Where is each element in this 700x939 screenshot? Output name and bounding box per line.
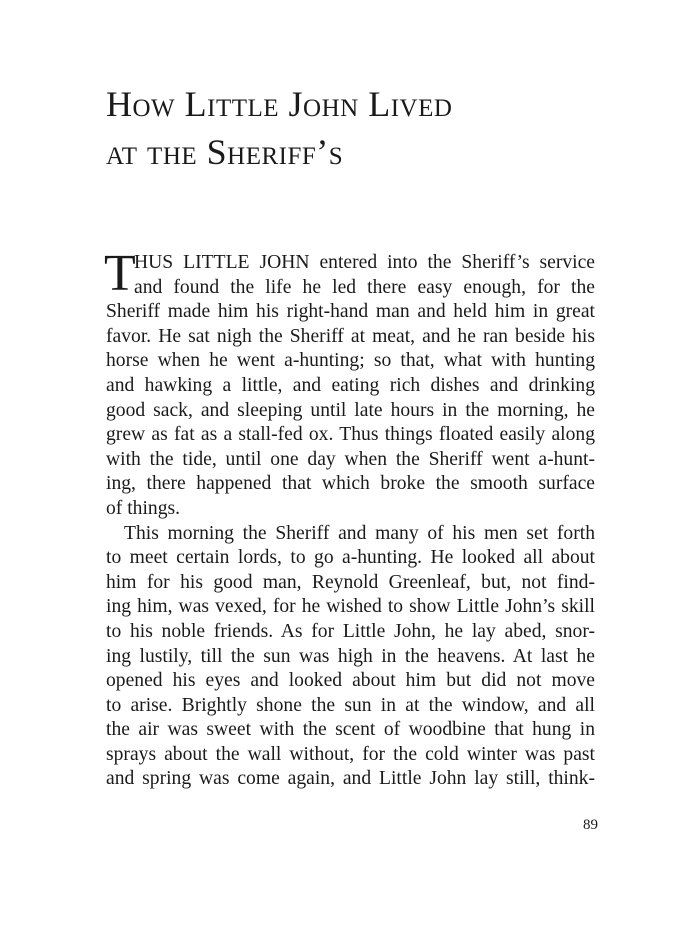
- paragraph-line: This morning the Sheriff and many of his men set forth: [124, 522, 595, 544]
- paragraph-line: ing lustily, till the sun was high in the heavens. At last he: [106, 645, 595, 667]
- paragraph-line: and spring was come again, and Little John lay still, think-: [106, 768, 595, 790]
- paragraph-line: with the tide, until one day when the Sheriff went a-hunt-: [106, 448, 595, 470]
- page-number: 89: [583, 817, 598, 833]
- paragraph-line: to arise. Brightly shone the sun in at the window, and all: [106, 694, 595, 716]
- chapter-body: [104, 245, 595, 792]
- paragraph-line: him for his good man, Reynold Greenleaf, but, not find-: [106, 571, 595, 593]
- paragraph-line: of things.: [106, 497, 181, 519]
- chapter-title-line-2: at the Sheriff’s: [106, 132, 344, 172]
- paragraph-line: grew as fat as a stall-fed ox. Thus things floated easily along: [106, 424, 595, 446]
- paragraph-1: [104, 245, 595, 522]
- paragraph-line: ing, there happened that which broke the smooth surface: [106, 473, 595, 495]
- chapter-title: [106, 80, 626, 176]
- chapter-title-line-1: How Little John Lived: [106, 84, 453, 124]
- paragraph-line: to meet certain lords, to go a-hunting. He looked all about: [106, 547, 595, 569]
- paragraph-line: and found the life he led there easy enough, for the: [134, 276, 595, 298]
- paragraph-2: [106, 522, 595, 793]
- drop-cap: T: [104, 245, 136, 302]
- paragraph-line: the air was sweet with the scent of woodbine that hung in: [106, 719, 595, 741]
- paragraph-line: favor. He sat nigh the Sheriff at meat, and he ran beside his: [106, 325, 595, 347]
- paragraph-line: Sheriff made him his right-hand man and held him in great: [106, 301, 595, 323]
- paragraph-line: good sack, and sleeping until late hours in the morning, he: [106, 399, 595, 421]
- paragraph-line: horse when he went a-hunting; so that, what with hunting: [106, 350, 595, 372]
- paragraph-line: to his noble friends. As for Little John, he lay abed, snor-: [106, 620, 595, 642]
- paragraph-line: and hawking a little, and eating rich dishes and drinking: [106, 374, 595, 396]
- paragraph-line-text: HUS LITTLE JOHN entered into the Sheriff’s service: [134, 252, 595, 273]
- paragraph-line: opened his eyes and looked about him but did not move: [106, 670, 595, 692]
- paragraph-line: sprays about the wall without, for the cold winter was past: [106, 743, 595, 765]
- paragraph-line: ing him, was vexed, for he wished to show Little John’s skill: [106, 596, 595, 618]
